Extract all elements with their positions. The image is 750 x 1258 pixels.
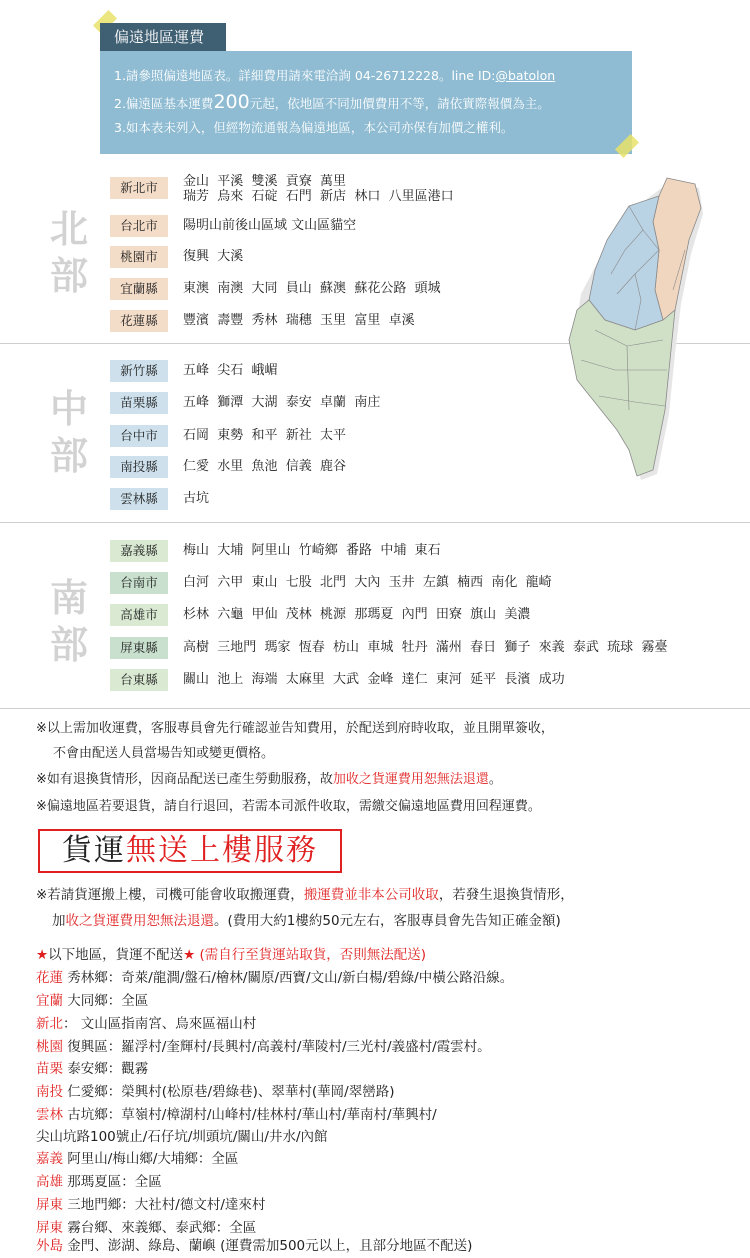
divider: [0, 522, 750, 523]
region-label-central: 中 部: [49, 387, 88, 478]
district-list: 梅山 大埔 阿里山 竹崎鄉 番路 中埔 東石: [183, 543, 441, 558]
no-stairs-service-title: 貨運無送上樓服務: [38, 829, 342, 873]
district-list: 東澳 南澳 大同 員山 蘇澳 蘇花公路 頭城: [183, 281, 441, 296]
district-list: 金山 平溪 雙溪 貢寮 萬里 瑞芳 烏來 石碇 石門 新店 林口 八里區港口: [183, 174, 454, 204]
line-id-link[interactable]: @batolon: [495, 68, 556, 83]
county-tag: 新竹縣: [110, 360, 168, 382]
county-tag: 高雄市: [110, 604, 168, 626]
district-list: 古坑: [183, 491, 210, 506]
region-row: [110, 604, 530, 626]
taiwan-map: [555, 170, 725, 480]
region-row: [110, 360, 278, 382]
map-north: [589, 196, 663, 330]
notice-box: [100, 51, 632, 154]
region-row: [110, 456, 346, 478]
no-delivery-item: 新北： 文山區指南宮、烏來區福山村: [36, 1016, 257, 1032]
region-row: [110, 425, 346, 447]
no-delivery-header: ★以下地區，貨運不配送★ (需自行至貨運站取貨，否則無法配送): [36, 947, 427, 963]
note-2: ※如有退換貨情形，因商品配送已產生勞動服務，故加收之貨運費用恕無法退還。: [36, 772, 502, 787]
region-label-north: 北 部: [49, 207, 88, 298]
region-row: [110, 637, 667, 659]
no-delivery-item: 高雄 那瑪夏區：全區: [36, 1174, 162, 1190]
region-row: [110, 392, 380, 414]
stairs-note-2: 加收之貨運費用恕無法退還。(費用大約1樓約50元左右，客服專員會先告知正確金額): [52, 913, 561, 929]
note-1: ※以上需加收運費，客服專員會先行確認並告知費用，於配送到府時收取，並且開單簽收，: [36, 721, 554, 736]
county-tag: 台東縣: [110, 669, 168, 691]
county-tag: 南投縣: [110, 456, 168, 478]
no-delivery-item: 宜蘭 大同鄉：全區: [36, 993, 149, 1009]
county-tag: 台中市: [110, 425, 168, 447]
region-label-south: 南 部: [49, 576, 88, 667]
no-delivery-item: 屏東 三地門鄉：大社村/德文村/達來村: [36, 1197, 266, 1213]
note-1-cont: 不會由配送人員當場告知或變更價格。: [53, 746, 275, 761]
region-row: [110, 215, 356, 237]
district-list: 白河 六甲 東山 七股 北門 大內 玉井 左鎮 楠西 南化 龍崎: [183, 575, 552, 590]
region-row: [110, 488, 209, 510]
notice-line-3: 3.如本表未列入，但經物流通報為偏遠地區，本公司亦保有加價之權利。: [114, 120, 514, 135]
county-tag: 嘉義縣: [110, 540, 168, 562]
region-row: [110, 246, 243, 268]
no-delivery-item: 嘉義 阿里山/梅山鄉/大埔鄉：全區: [36, 1151, 239, 1167]
region-row: [110, 540, 441, 562]
no-delivery-item: 屏東 霧台鄉、來義鄉、泰武鄉：全區: [36, 1220, 257, 1236]
district-list: 石岡 東勢 和平 新社 太平: [183, 428, 347, 443]
notice-line-1: 1.請參照偏遠地區表。詳細費用請來電洽詢 04-26712228。line ID:@batolon: [114, 68, 556, 83]
district-list: 高樹 三地門 瑪家 恆春 枋山 車城 牡丹 滿州 春日 獅子 來義 泰武 琉球 霧臺: [183, 640, 668, 655]
region-row: [110, 669, 565, 691]
district-list: 陽明山前後山區域 文山區貓空: [183, 218, 357, 233]
region-row: [110, 572, 552, 594]
no-delivery-item: 苗栗 泰安鄉：觀霧: [36, 1061, 149, 1077]
county-tag: 台南市: [110, 572, 168, 594]
county-tag: 宜蘭縣: [110, 278, 168, 300]
county-tag: 雲林縣: [110, 488, 168, 510]
district-list: 五峰 獅潭 大湖 泰安 卓蘭 南庄: [183, 395, 381, 410]
no-delivery-item: 尖山坑路100號止/石仔坑/圳頭坑/關山/井水/內館: [36, 1129, 328, 1145]
map-north-east: [653, 178, 701, 320]
district-list: 復興 大溪: [183, 249, 244, 264]
no-delivery-item: 外島 金門、澎湖、綠島、蘭嶼 (運費需加500元以上，且部分地區不配送): [36, 1238, 473, 1254]
county-tag: 台北市: [110, 215, 168, 237]
stairs-note-1: ※若請貨運搬上樓，司機可能會收取搬運費，搬運費並非本公司收取，若發生退換貨情形，: [36, 887, 574, 903]
no-delivery-item: 桃園 復興區：羅浮村/奎輝村/長興村/高義村/華陵村/三光村/義盛村/霞雲村。: [36, 1039, 491, 1055]
divider: [0, 708, 750, 709]
notice-line-2: 2.偏遠區基本運費200元起，依地區不同加價費用不等，請依實際報價為主。: [114, 91, 550, 113]
no-delivery-item: 雲林 古坑鄉：草嶺村/樟湖村/山峰村/桂林村/華山村/華南村/華興村/: [36, 1107, 437, 1123]
county-tag: 苗栗縣: [110, 392, 168, 414]
district-list: 關山 池上 海端 太麻里 大武 金峰 達仁 東河 延平 長濱 成功: [183, 672, 565, 687]
no-delivery-item: 花蓮 秀林鄉：奇萊/龍澗/盤石/檜林/關原/西寶/文山/新白楊/碧綠/中橫公路沿線。: [36, 970, 514, 986]
county-tag: 屏東縣: [110, 637, 168, 659]
region-row: [110, 174, 454, 204]
note-3: ※偏遠地區若要退貨，請自行退回，若需本司派件收取，需繳交偏遠地區費用回程運費。: [36, 799, 541, 814]
district-list: 豐濱 壽豐 秀林 瑞穗 玉里 富里 卓溪: [183, 313, 415, 328]
no-delivery-item: 南投 仁愛鄉：榮興村(松原巷/碧綠巷)、翠華村(華岡/翠巒路): [36, 1084, 395, 1100]
county-tag: 花蓮縣: [110, 310, 168, 332]
district-list: 仁愛 水里 魚池 信義 鹿谷: [183, 459, 347, 474]
district-list: 五峰 尖石 峨嵋: [183, 363, 278, 378]
district-list: 杉林 六龜 甲仙 茂林 桃源 那瑪夏 內門 田寮 旗山 美濃: [183, 607, 531, 622]
county-tag: 桃園市: [110, 246, 168, 268]
notice-title: 偏遠地區運費: [100, 23, 226, 51]
region-row: [110, 278, 441, 300]
county-tag: 新北市: [110, 177, 168, 199]
region-row: [110, 310, 415, 332]
